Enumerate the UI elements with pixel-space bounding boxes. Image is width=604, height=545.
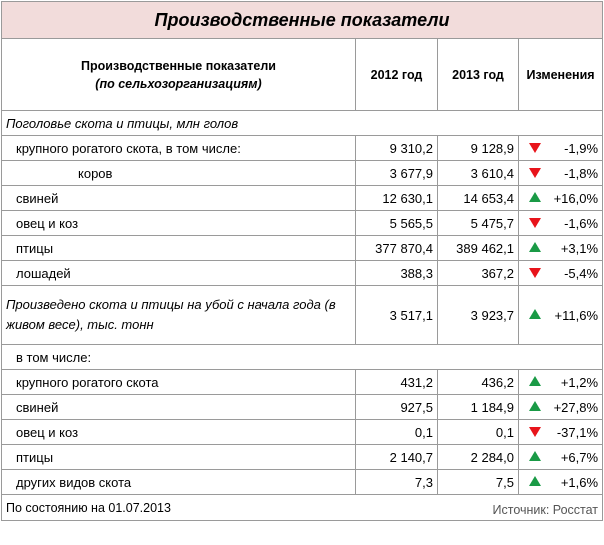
table-row [2, 470, 603, 495]
footer-row [2, 495, 603, 521]
stats-table-container [1, 1, 602, 521]
value-2013: 389 462,1 [438, 236, 519, 261]
header-indicator-line1: Производственные показатели [81, 58, 276, 73]
change-value: +16,0% [553, 190, 599, 206]
value-2012: 927,5 [356, 395, 438, 420]
change-value: -37,1% [556, 424, 599, 440]
change-value: +1,6% [560, 474, 599, 490]
row-label: Произведено скота и птицы на убой с начала года (в живом весе), тыс. тонн [2, 286, 356, 345]
value-2013: 436,2 [438, 370, 519, 395]
change-cell [519, 395, 603, 420]
change-cell [519, 211, 603, 236]
value-2012: 7,3 [356, 470, 438, 495]
change-value: +11,6% [554, 307, 599, 323]
value-2012: 5 565,5 [356, 211, 438, 236]
change-cell [519, 186, 603, 211]
change-cell [519, 370, 603, 395]
table-row [2, 186, 603, 211]
header-2013: 2013 год [438, 39, 519, 111]
table-row [2, 136, 603, 161]
change-cell [519, 161, 603, 186]
value-2012: 3 517,1 [356, 286, 438, 345]
header-change: Изменения [519, 39, 603, 111]
change-cell [519, 470, 603, 495]
table-title: Производственные показатели [2, 2, 603, 39]
row-label: овец и коз [2, 420, 356, 445]
value-2013: 3 923,7 [438, 286, 519, 345]
change-cell [519, 286, 603, 345]
header-row [2, 39, 603, 111]
value-2013: 2 284,0 [438, 445, 519, 470]
value-2013: 9 128,9 [438, 136, 519, 161]
value-2012: 12 630,1 [356, 186, 438, 211]
change-value: +3,1% [560, 240, 599, 256]
row-label: птицы [2, 445, 356, 470]
value-2013: 3 610,4 [438, 161, 519, 186]
arrow-up-icon [529, 476, 541, 486]
row-label: овец и коз [2, 211, 356, 236]
value-2013: 5 475,7 [438, 211, 519, 236]
change-value: +27,8% [553, 399, 599, 415]
table-row [2, 286, 603, 345]
table-row [2, 261, 603, 286]
change-cell [519, 261, 603, 286]
value-2012: 9 310,2 [356, 136, 438, 161]
value-2012: 388,3 [356, 261, 438, 286]
value-2012: 3 677,9 [356, 161, 438, 186]
row-label: лошадей [2, 261, 356, 286]
header-indicator [2, 39, 356, 111]
table-row [2, 236, 603, 261]
arrow-up-icon [529, 309, 541, 319]
header-2012: 2012 год [356, 39, 438, 111]
change-value: +1,2% [560, 374, 599, 390]
row-label: крупного рогатого скота, в том числе: [2, 136, 356, 161]
table-row [2, 395, 603, 420]
production-indicators-table [1, 1, 603, 521]
table-row [2, 445, 603, 470]
value-2012: 377 870,4 [356, 236, 438, 261]
row-label: свиней [2, 186, 356, 211]
change-cell [519, 445, 603, 470]
table-row [2, 370, 603, 395]
arrow-down-icon [529, 168, 541, 178]
arrow-up-icon [529, 242, 541, 252]
value-2013: 367,2 [438, 261, 519, 286]
value-2012: 0,1 [356, 420, 438, 445]
change-value: -1,9% [564, 140, 599, 156]
arrow-up-icon [529, 376, 541, 386]
row-label: свиней [2, 395, 356, 420]
row-label: других видов скота [2, 470, 356, 495]
section-livestock-title: Поголовье скота и птицы, млн голов [2, 111, 603, 136]
footer-source: Источник: Росстат [438, 495, 603, 521]
arrow-down-icon [529, 218, 541, 228]
subsection-row [2, 345, 603, 370]
value-2013: 14 653,4 [438, 186, 519, 211]
table-row [2, 420, 603, 445]
change-value: -5,4% [564, 265, 599, 281]
subsection-title: в том числе: [2, 345, 603, 370]
value-2012: 2 140,7 [356, 445, 438, 470]
footer-note: По состоянию на 01.07.2013 [2, 495, 438, 521]
value-2013: 7,5 [438, 470, 519, 495]
table-row [2, 161, 603, 186]
arrow-down-icon [529, 427, 541, 437]
row-label: птицы [2, 236, 356, 261]
arrow-up-icon [529, 401, 541, 411]
arrow-down-icon [529, 268, 541, 278]
change-cell [519, 420, 603, 445]
arrow-up-icon [529, 192, 541, 202]
arrow-down-icon [529, 143, 541, 153]
header-indicator-line2: (по сельхозорганизациям) [95, 76, 262, 91]
value-2012: 431,2 [356, 370, 438, 395]
change-cell [519, 236, 603, 261]
change-value: +6,7% [560, 449, 599, 465]
row-label: коров [2, 161, 356, 186]
value-2013: 0,1 [438, 420, 519, 445]
change-cell [519, 136, 603, 161]
value-2013: 1 184,9 [438, 395, 519, 420]
change-value: -1,6% [564, 215, 599, 231]
change-value: -1,8% [564, 165, 599, 181]
table-row [2, 211, 603, 236]
arrow-up-icon [529, 451, 541, 461]
row-label: крупного рогатого скота [2, 370, 356, 395]
section-row [2, 111, 603, 136]
